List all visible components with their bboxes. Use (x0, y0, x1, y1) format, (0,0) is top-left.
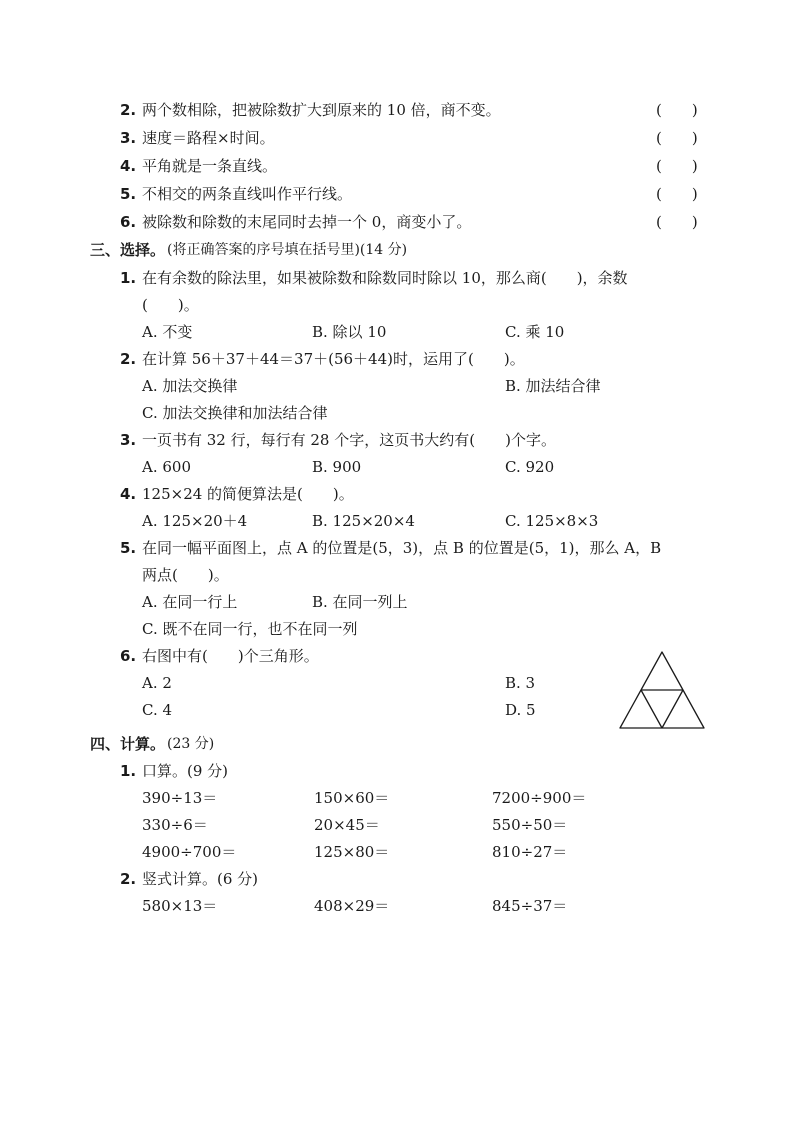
q6-number: 6. (120, 647, 137, 665)
judge-2-number: 2. (120, 101, 137, 119)
q5-number: 5. (120, 539, 137, 557)
oral-calc-item: 390÷13＝ (142, 789, 218, 807)
judge-5-text: 不相交的两条直线叫作平行线。 (142, 185, 353, 203)
q3-option-b[interactable]: B. 900 (312, 458, 362, 476)
q1-option-c[interactable]: C. 乘 10 (505, 323, 565, 341)
q4-option-a[interactable]: A. 125×20＋4 (142, 512, 248, 530)
q5-text-line2: 两点( )。 (142, 566, 229, 584)
oral-calc-item: 4900÷700＝ (142, 843, 237, 861)
judge-4-number: 4. (120, 157, 137, 175)
q2-option-c[interactable]: C. 加法交换律和加法结合律 (142, 404, 328, 422)
calc-part1-number: 1. (120, 762, 137, 780)
q4-text: 125×24 的简便算法是( )。 (142, 485, 354, 503)
oral-calc-item: 7200÷900＝ (492, 789, 587, 807)
judge-5-answer-blank[interactable]: ( ) (656, 185, 698, 203)
q2-number: 2. (120, 350, 137, 368)
oral-calc-item: 20×45＝ (314, 816, 380, 834)
q1-number: 1. (120, 269, 137, 287)
oral-calc-item: 550÷50＝ (492, 816, 568, 834)
q1-option-a[interactable]: A. 不变 (142, 323, 193, 341)
q6-option-c[interactable]: C. 4 (142, 701, 173, 719)
q1-text-line1: 在有余数的除法里，如果被除数和除数同时除以 10，那么商( )，余数 (142, 269, 628, 287)
oral-calc-item: 125×80＝ (314, 843, 390, 861)
judge-6-number: 6. (120, 213, 137, 231)
judge-5-number: 5. (120, 185, 137, 203)
q2-option-b[interactable]: B. 加法结合律 (505, 377, 601, 395)
q5-option-c[interactable]: C. 既不在同一行，也不在同一列 (142, 620, 358, 638)
vertical-calc-item: 580×13＝ (142, 897, 218, 915)
section-4-title: 四、计算。 (90, 735, 166, 753)
judge-3-answer-blank[interactable]: ( ) (656, 129, 698, 147)
q5-text-line1: 在同一幅平面图上，点 A 的位置是(5，3)，点 B 的位置是(5，1)，那么 A，B (142, 539, 662, 557)
q3-option-c[interactable]: C. 920 (505, 458, 555, 476)
q4-number: 4. (120, 485, 137, 503)
q3-text: 一页书有 32 行，每行有 28 个字，这页书大约有( )个字。 (142, 431, 556, 449)
oral-calc-item: 150×60＝ (314, 789, 390, 807)
vertical-calc-item: 845÷37＝ (492, 897, 568, 915)
vertical-calc-item: 408×29＝ (314, 897, 390, 915)
oral-calc-item: 810÷27＝ (492, 843, 568, 861)
q6-option-a[interactable]: A. 2 (142, 674, 172, 692)
q4-option-c[interactable]: C. 125×8×3 (505, 512, 599, 530)
q5-option-b[interactable]: B. 在同一列上 (312, 593, 408, 611)
q3-number: 3. (120, 431, 137, 449)
judge-6-answer-blank[interactable]: ( ) (656, 213, 698, 231)
oral-calc-item: 330÷6＝ (142, 816, 208, 834)
q6-text: 右图中有( )个三角形。 (142, 647, 319, 665)
q5-option-a[interactable]: A. 在同一行上 (142, 593, 238, 611)
judge-4-text: 平角就是一条直线。 (142, 157, 278, 175)
calc-part2-title: 竖式计算。(6 分) (142, 870, 259, 888)
q3-option-a[interactable]: A. 600 (142, 458, 191, 476)
q4-option-b[interactable]: B. 125×20×4 (312, 512, 415, 530)
q6-option-b[interactable]: B. 3 (505, 674, 536, 692)
judge-4-answer-blank[interactable]: ( ) (656, 157, 698, 175)
section-4-score: (23 分) (167, 736, 215, 752)
q2-text: 在计算 56＋37＋44＝37＋(56＋44)时，运用了( )。 (142, 350, 525, 368)
q6-option-d[interactable]: D. 5 (505, 701, 536, 719)
left-inner-line (641, 690, 662, 728)
judge-6-text: 被除数和除数的末尾同时去掉一个 0，商变小了。 (142, 213, 472, 231)
section-3-title: 三、选择。 (90, 241, 166, 259)
calc-part1-title: 口算。(9 分) (142, 762, 229, 780)
judge-2-text: 两个数相除，把被除数扩大到原来的 10 倍，商不变。 (142, 101, 501, 119)
q2-option-a[interactable]: A. 加法交换律 (142, 377, 238, 395)
right-inner-line (662, 690, 683, 728)
q1-option-b[interactable]: B. 除以 10 (312, 323, 387, 341)
q1-text-line2: ( )。 (142, 296, 199, 314)
judge-3-text: 速度＝路程×时间。 (142, 129, 275, 147)
triangle-figure (612, 648, 712, 732)
judge-3-number: 3. (120, 129, 137, 147)
judge-2-answer-blank[interactable]: ( ) (656, 101, 698, 119)
section-3-instructions: (将正确答案的序号填在括号里)(14 分) (167, 242, 408, 258)
calc-part2-number: 2. (120, 870, 137, 888)
